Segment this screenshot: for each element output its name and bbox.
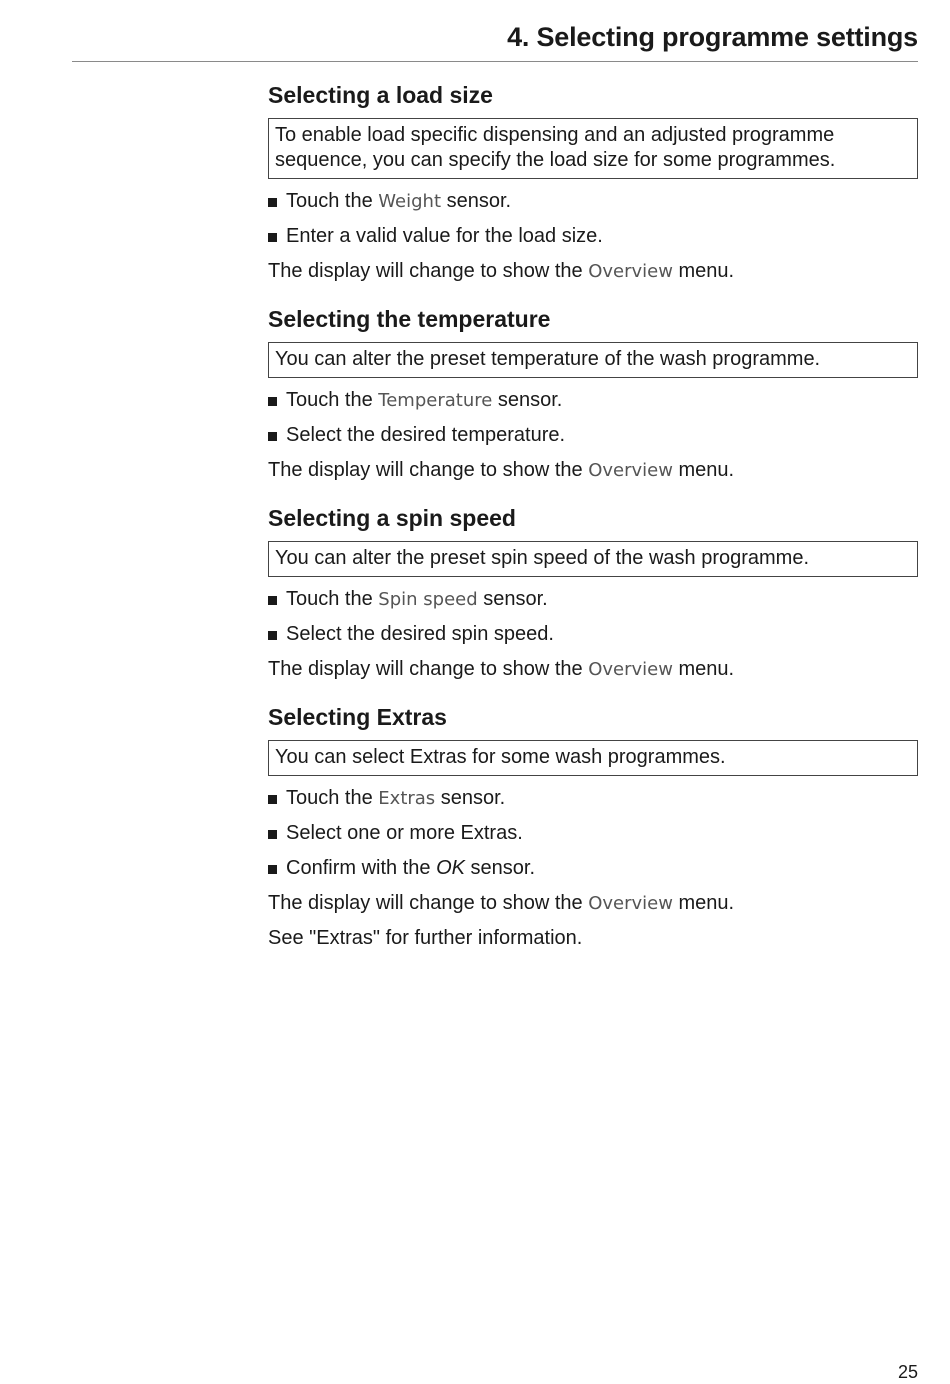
info-box: To enable load specific dispensing and an adjusted programme sequence, you can specify the load size for some programmes. [268,118,918,179]
section-heading: Selecting a spin speed [268,505,516,531]
main-content [268,80,918,971]
instruction-step [268,821,918,846]
result-paragraph [268,458,918,483]
display-term-overview: Overview [588,460,673,481]
section-heading: Selecting Extras [268,704,447,730]
display-term-weight: Weight [378,191,442,212]
section-spin-speed [268,503,918,682]
display-term-spin-speed: Spin speed [378,589,478,610]
instruction-step [268,786,918,811]
square-bullet-icon [268,865,277,874]
para-text: menu. [672,260,735,282]
step-text: Touch the [286,787,379,809]
display-term-temperature: Temperature [378,390,493,411]
display-term-extras: Extras [378,788,436,809]
display-term-overview: Overview [588,659,673,680]
instruction-step [268,189,918,214]
square-bullet-icon [268,795,277,804]
ok-sensor-term: OK [436,857,465,879]
result-paragraph [268,891,918,916]
instruction-step [268,587,918,612]
result-paragraph [268,657,918,682]
step-text: Touch the [286,588,379,610]
section-heading: Selecting a load size [268,82,493,108]
header-divider [72,61,918,62]
step-text: Enter a valid value for the load size. [286,225,603,247]
section-heading: Selecting the temperature [268,306,551,332]
square-bullet-icon [268,397,277,406]
step-text: Select the desired spin speed. [286,623,554,645]
instruction-step [268,856,918,881]
para-text: The display will change to show the [268,260,589,282]
square-bullet-icon [268,432,277,441]
step-text: Confirm with the [286,857,437,879]
display-term-overview: Overview [588,893,673,914]
square-bullet-icon [268,233,277,242]
square-bullet-icon [268,596,277,605]
instruction-step [268,388,918,413]
result-paragraph [268,259,918,284]
instruction-step [268,423,918,448]
section-load-size [268,80,918,284]
para-text: menu. [672,658,735,680]
section-temperature [268,304,918,483]
section-extras [268,702,918,951]
step-text: sensor. [435,787,506,809]
page-number: 25 [897,1362,918,1382]
display-term-overview: Overview [588,261,673,282]
para-text: The display will change to show the [268,459,589,481]
step-text: Select the desired temperature. [286,424,566,446]
para-text: menu. [672,459,735,481]
info-box: You can alter the preset temperature of the wash programme. [268,342,918,378]
chapter-title: 4. Selecting programme settings [507,22,918,52]
step-text: sensor. [492,389,563,411]
square-bullet-icon [268,830,277,839]
step-text: Touch the [286,190,379,212]
info-box: You can alter the preset spin speed of the wash programme. [268,541,918,577]
step-text: sensor. [464,857,536,879]
step-text: Touch the [286,389,379,411]
cross-reference-paragraph: See "Extras" for further information. [268,927,583,949]
square-bullet-icon [268,631,277,640]
para-text: The display will change to show the [268,658,589,680]
para-text: The display will change to show the [268,892,589,914]
instruction-step [268,622,918,647]
step-text: sensor. [477,588,548,610]
step-text: sensor. [441,190,512,212]
instruction-step [268,224,918,249]
para-text: menu. [672,892,735,914]
square-bullet-icon [268,198,277,207]
step-text: Select one or more Extras. [286,822,523,844]
info-box: You can select Extras for some wash programmes. [268,740,918,776]
